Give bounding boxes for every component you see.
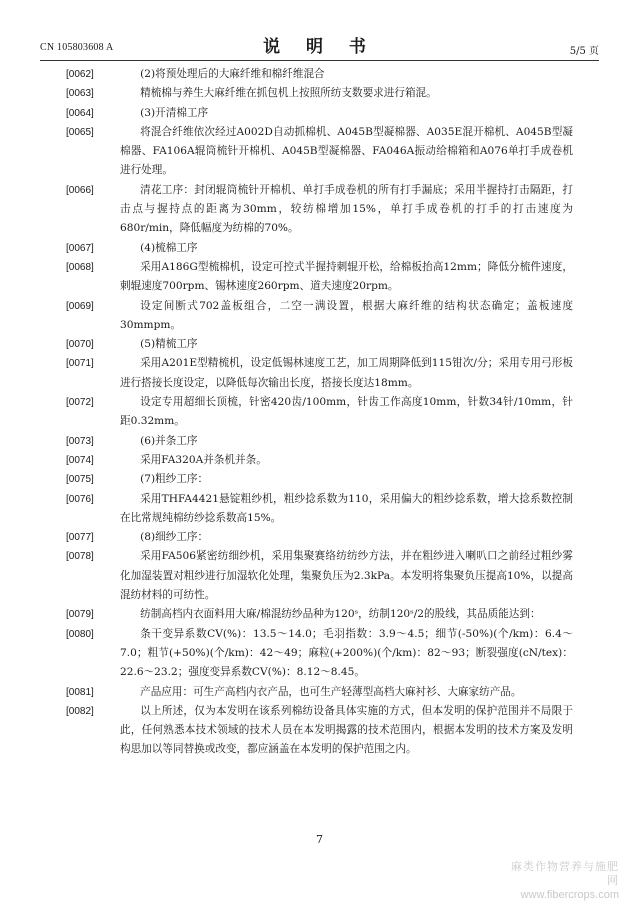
- paragraph-text: (6)并条工序: [140, 434, 198, 447]
- paragraph-text: 采用A186G型梳棉机，设定可控式半握持刺辊开松，给棉板抬高12mm；降低分梳件速度，刺辊速度700rpm、锡林速度260rpm、道夫速度20rpm。: [120, 260, 573, 293]
- paragraph: [66, 239, 573, 258]
- paragraph: [66, 393, 573, 432]
- paragraph: [66, 354, 573, 393]
- page-number: 7: [316, 833, 323, 846]
- paragraph-text: (8)细纱工序：: [140, 531, 209, 544]
- paragraph-text: 产品应用：可生产高档内衣产品，也可生产轻薄型高档大麻衬衫、大麻家纺产品。: [140, 685, 522, 698]
- paragraph: [66, 123, 573, 181]
- header-divider: [40, 60, 599, 61]
- paragraph: [66, 547, 573, 605]
- paragraph-number: [0062]: [66, 69, 94, 80]
- paragraph-text: 条干变异系数CV(%)：13.5～14.0；毛羽指数：3.9～4.5；细节(-50%)(个/km)：6.4～7.0；粗节(+50%)(个/km)：42～49；麻粒(+200%)(个/km)：82～93；断裂强度(cN/tex)：22.6～23.2；强度变异系数CV(%)：8.12～8.45。: [120, 627, 573, 679]
- paragraph-text: 设定间断式702盖板组合，二空一满设置，根据大麻纤维的结构状态确定；盖板速度30mmpm。: [120, 299, 573, 331]
- paragraph-number: [0080]: [66, 628, 94, 640]
- description-body: [66, 65, 573, 760]
- paragraph-number: [0077]: [66, 532, 94, 544]
- paragraph-text: (4)梳棉工序: [140, 241, 198, 254]
- paragraph-number: [0074]: [66, 454, 94, 466]
- paragraph-number: [0079]: [66, 609, 94, 621]
- paragraph: [66, 490, 573, 529]
- paragraph-number: [0072]: [66, 397, 94, 409]
- paragraph-text: 精梳棉与养生大麻纤维在抓包机上按照所纺支数要求进行箱混。: [140, 87, 437, 100]
- watermark-url: www.fibercrops.com: [520, 889, 619, 901]
- paragraph: [66, 181, 573, 239]
- paragraph: [66, 683, 573, 702]
- paragraph-text: (2)将预处理后的大麻纤维和棉纤维混合: [140, 68, 325, 80]
- paragraph: [66, 451, 573, 470]
- paragraph: [66, 702, 573, 760]
- patent-number: CN 105803608 A: [40, 42, 114, 53]
- paragraph-text: 采用FA320A并条机并条。: [140, 453, 267, 466]
- paragraph-number: [0073]: [66, 435, 94, 447]
- paragraph: [66, 84, 573, 103]
- paragraph-text: 设定专用超细长顶梳，针密420齿/100mm，针齿工作高度10mm，针数34针/10mm，针距0.32mm。: [120, 396, 573, 428]
- document-title: 说 明 书: [263, 37, 376, 57]
- paragraph-text: 将混合纤维依次经过A002D自动抓棉机、A045B型凝棉器、A035E混开棉机、A045B型凝棉器、FA106A辊筒梳针开棉机、A045B型凝棉器、FA046A振动给棉箱和A076单打手成卷机进行处理。: [120, 125, 573, 177]
- paragraph: [66, 625, 573, 683]
- paragraph-number: [0075]: [66, 474, 94, 486]
- paragraph-text: (3)开清棉工序: [140, 106, 209, 119]
- paragraph: [66, 470, 573, 489]
- paragraph: [66, 297, 573, 336]
- page-header: [40, 28, 599, 58]
- paragraph-number: [0082]: [66, 705, 94, 717]
- watermark: [509, 860, 619, 902]
- paragraph: [66, 65, 573, 84]
- paragraph: [66, 258, 573, 297]
- paragraph: [66, 335, 573, 354]
- paragraph-number: [0078]: [66, 551, 94, 563]
- paragraph-number: [0068]: [66, 261, 94, 273]
- paragraph-text: 采用FA506紧密纺细纱机，采用集聚赛络纺纺纱方法，并在粗纱进入喇叭口之前经过粗纱雾化加湿装置对粗纱进行加湿软化处理，集聚负压为2.3kPa。本发明将集聚负压提高10%，以提高混纺材料的可纺性。: [120, 550, 573, 602]
- paragraph-number: [0066]: [66, 184, 94, 196]
- page-indicator: 5/5 页: [569, 46, 599, 57]
- paragraph-number: [0067]: [66, 242, 94, 254]
- paragraph-number: [0069]: [66, 300, 94, 312]
- paragraph: [66, 528, 573, 547]
- paragraph: [66, 605, 573, 624]
- paragraph-text: (5)精梳工序: [140, 338, 198, 351]
- paragraph-number: [0070]: [66, 339, 94, 351]
- paragraph-text: 清花工序：封闭辊筒梳针开棉机、单打手成卷机的所有打手漏底；采用半握持打击隔距，打击点与握持点的距离为30mm，较纺棉增加15%，单打手成卷机的打手的打击速度为680r/min，降低幅度为纺棉的70%。: [120, 183, 573, 235]
- paragraph-text: 采用A201E型精梳机，设定低锡林速度工艺，加工周期降低到115钳次/分；采用专用弓形板进行搭接长度设定，以降低每次输出长度，搭接长度达18mm。: [120, 357, 573, 389]
- watermark-site-name: 麻类作物营养与施肥网: [511, 861, 619, 887]
- paragraph-number: [0065]: [66, 126, 94, 138]
- paragraph-text: 纺制高档内衣面料用大麻/棉混纺纱品种为120ˢ，纺制120ˢ/2的股线，其品质能达到：: [140, 608, 541, 621]
- paragraph-number: [0064]: [66, 107, 94, 119]
- paragraph-number: [0081]: [66, 686, 94, 698]
- paragraph-text: (7)粗纱工序：: [140, 473, 209, 486]
- paragraph-number: [0063]: [66, 88, 94, 100]
- paragraph-text: 以上所述，仅为本发明在该系列棉纺设备具体实施的方式，但本发明的保护范围并不局限于此，任何熟悉本技术领域的技术人员在本发明揭露的技术范围内，根据本发明的技术方案及发明构思加以等同替换或改变，都应涵盖在本发明的保护范围之内。: [120, 704, 573, 756]
- paragraph-number: [0076]: [66, 493, 94, 505]
- paragraph-text: 采用THFA4421悬锭粗纱机，粗纱捻系数为110，采用偏大的粗纱捻系数，增大捻系数控制在比常规纯棉纺纱捻系数高15%。: [120, 492, 573, 524]
- paragraph: [66, 432, 573, 451]
- paragraph: [66, 104, 573, 123]
- paragraph-number: [0071]: [66, 358, 94, 370]
